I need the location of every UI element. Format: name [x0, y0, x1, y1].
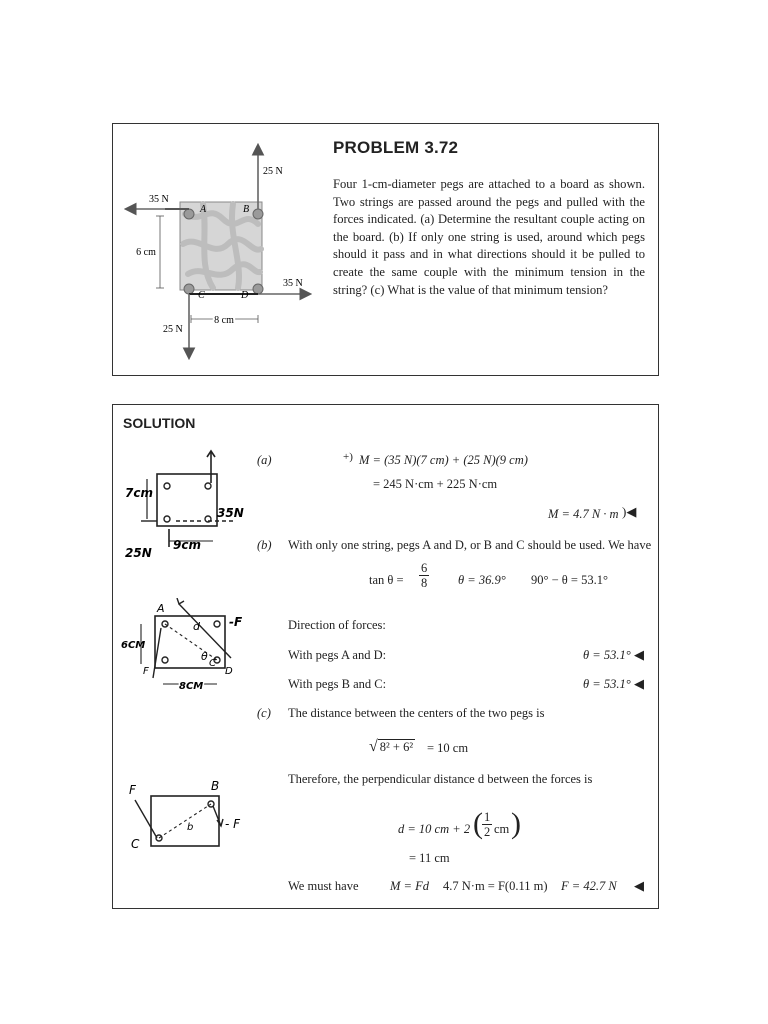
- part-a-answer-marker: )◀: [622, 504, 637, 519]
- part-b-fraction-den: 8: [421, 576, 428, 590]
- part-c-answer-marker: ◀: [634, 878, 644, 893]
- part-b-theta: θ = 36.9°: [458, 573, 506, 587]
- part-b-pegs-bc: With pegs B and C:: [288, 677, 387, 691]
- part-b-pegs-ad-answer: θ = 53.1°: [583, 648, 631, 662]
- peg-a: [184, 209, 194, 219]
- part-c-paren-open: (: [473, 807, 483, 840]
- part-c-paren-close: ): [511, 807, 521, 840]
- part-b-fraction-num: 6: [421, 561, 428, 575]
- sqrt-symbol: √: [369, 738, 378, 755]
- part-b-tan: tan θ =: [369, 573, 404, 587]
- sketch2-label-d: d: [193, 620, 200, 633]
- part-c-half-den: 2: [484, 825, 491, 839]
- part-b-pegs-bc-answer: θ = 53.1°: [583, 677, 631, 691]
- problem-figure: [113, 124, 323, 375]
- part-c-therefore: Therefore, the perpendicular distance d between the forces is: [288, 772, 593, 786]
- part-a-moment-symbol: +): [343, 451, 353, 463]
- sketch2-label-theta: θ: [201, 650, 208, 663]
- part-c-sqrt-result: = 10 cm: [427, 741, 469, 755]
- sketch-part-b: [121, 598, 261, 698]
- part-b-pegs-ad: With pegs A and D:: [288, 648, 387, 662]
- part-b-complement: 90° − θ = 53.1°: [531, 573, 608, 587]
- label-height: 6 cm: [136, 247, 156, 258]
- part-c-sqrt: [369, 738, 415, 756]
- sketch1-label-25n: 25N: [125, 546, 152, 559]
- part-c-half-unit: cm: [494, 822, 510, 836]
- label-peg-d: D: [241, 290, 249, 301]
- sketch2-label-6cm: 6CM: [121, 640, 146, 651]
- sketch2-label-c: C: [209, 658, 216, 669]
- part-a-label: (a): [257, 453, 272, 467]
- sketch3-label-f-top: F: [129, 783, 136, 797]
- part-a-equation-1: M = (35 N)(7 cm) + (25 N)(9 cm): [359, 453, 528, 467]
- problem-panel: [112, 123, 659, 376]
- problem-title: PROBLEM 3.72: [333, 138, 459, 157]
- label-force-bottom: 25 N: [163, 324, 183, 335]
- part-b-pegs-bc-marker: ◀: [634, 676, 644, 691]
- part-c-label: (c): [257, 706, 271, 720]
- sketch1-label-9cm: 9cm: [173, 538, 201, 552]
- sketch1-label-35n: 35N: [217, 506, 244, 520]
- sketch-part-c: [121, 778, 261, 868]
- part-c-half-fraction: [482, 810, 492, 839]
- sketch1-label-7cm: 7cm: [125, 486, 153, 500]
- peg-d: [253, 284, 263, 294]
- part-a-equation-2: = 245 N·cm + 225 N·cm: [373, 477, 498, 491]
- sketch2-label-a: A: [157, 602, 165, 615]
- part-c-d-result: = 11 cm: [409, 851, 450, 865]
- sketch2-label-8cm: 8CM: [179, 681, 204, 692]
- part-c-half-num: 1: [484, 810, 491, 824]
- label-force-right: 35 N: [283, 278, 303, 289]
- part-c-must-eq1: M = Fd: [390, 879, 429, 893]
- solution-title: SOLUTION: [123, 415, 196, 431]
- part-c-sqrt-expr: 8² + 6²: [379, 740, 414, 754]
- part-a-answer: M = 4.7 N · m: [548, 507, 619, 521]
- label-width: 8 cm: [214, 315, 234, 326]
- sketch3-label-f-right: - F: [225, 817, 241, 831]
- part-c-must-eq2: 4.7 N·m = F(0.11 m): [443, 879, 548, 893]
- sketch2-label-f-left: F: [143, 666, 149, 677]
- problem-statement: Four 1-cm-diameter pegs are attached to a board as shown. Two strings are passed around the pegs and pulled with the forces indicated. (a) Determine the resultant couple acting on the board. (b) If only one string is used, around which pegs should it pass and in what directions should it be pulled to create the same couple with the minimum tension in the string? (c) What is the value of that minimum tension?: [333, 177, 645, 297]
- sketch3-label-b-small: b: [187, 822, 194, 833]
- label-peg-a: A: [200, 204, 207, 215]
- part-b-pegs-ad-marker: ◀: [634, 647, 644, 662]
- sketch-part-a: [121, 449, 261, 559]
- part-c-must: We must have: [288, 879, 359, 893]
- part-c-intro: The distance between the centers of the two pegs is: [288, 706, 545, 720]
- sketch2-label-d-peg: D: [225, 666, 233, 677]
- part-b-intro: With only one string, pegs A and D, or B and C should be used. We have: [288, 538, 652, 552]
- part-b-label: (b): [257, 538, 272, 552]
- part-b-fraction: [419, 561, 429, 590]
- part-c-answer: F = 42.7 N: [561, 879, 617, 893]
- label-peg-c: C: [198, 290, 205, 301]
- label-force-left: 35 N: [149, 194, 169, 205]
- label-peg-b: B: [243, 204, 250, 215]
- sketch3-label-b: B: [211, 779, 220, 793]
- label-force-top: 25 N: [263, 166, 283, 177]
- sketch2-label-f-right: -F: [229, 615, 243, 629]
- solution-panel: [112, 404, 659, 909]
- part-b-direction: Direction of forces:: [288, 618, 386, 632]
- peg-b: [253, 209, 263, 219]
- part-c-d-equation: d = 10 cm + 2: [398, 822, 471, 836]
- peg-c: [184, 284, 194, 294]
- sketch3-label-c: C: [131, 837, 140, 851]
